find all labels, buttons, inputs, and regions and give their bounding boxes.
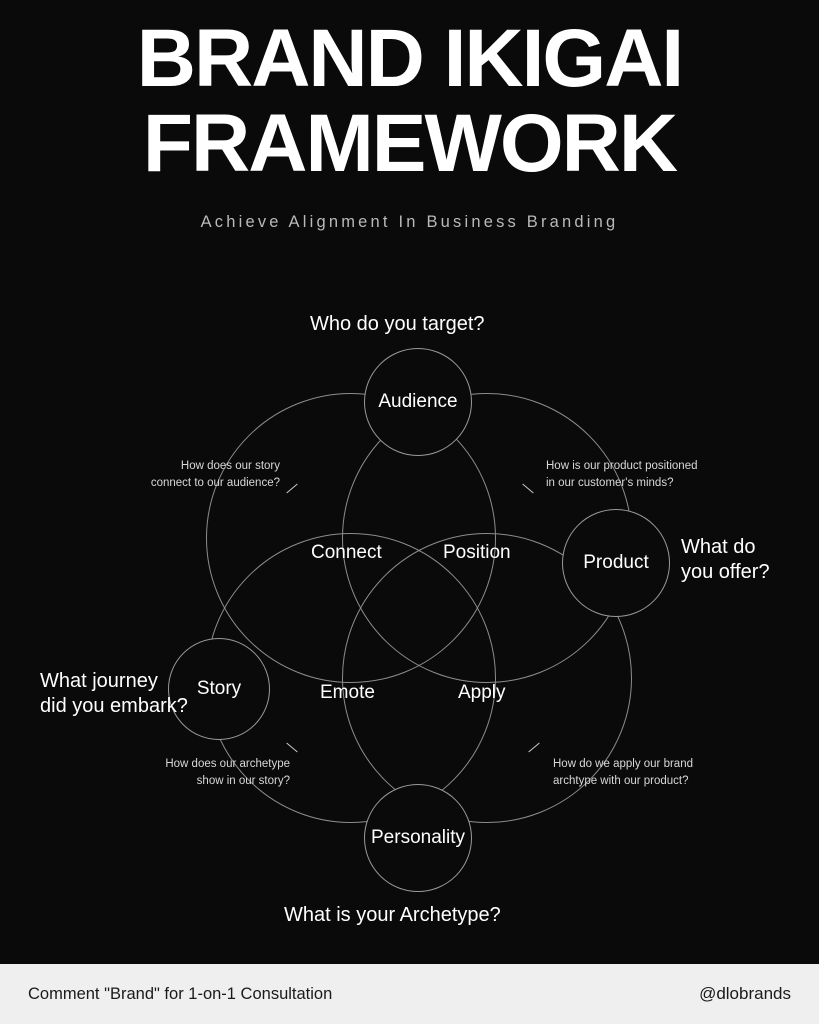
overlap-label-emote: Emote [320, 682, 375, 703]
annotation-top-right [546, 458, 796, 491]
page-subtitle: Achieve Alignment In Business Branding [200, 213, 619, 232]
question-right-line-2: you offer? [681, 561, 770, 583]
annotation-bottom-right-line-1: How do we apply our brand [553, 758, 693, 770]
node-product [562, 509, 670, 617]
node-audience-label: Audience [378, 391, 458, 412]
page-title-line-1: BRAND IKIGAI [136, 13, 683, 104]
overlap-label-apply: Apply [458, 682, 506, 703]
question-left [40, 669, 188, 719]
question-left-line-1: What journey [40, 670, 158, 692]
annotation-bottom-right [553, 756, 803, 789]
annotation-top-left-line-1: How does our story [180, 460, 280, 472]
question-right-line-1: What do [681, 536, 756, 558]
annotation-bottom-right-line-2: archtype with our product? [553, 774, 689, 787]
annotation-top-left-line-2: connect to our audience? [150, 476, 280, 489]
annotation-bottom-left-line-2: show in our story? [196, 774, 290, 787]
footer-handle: @dlobrands [699, 984, 791, 1003]
header [0, 0, 819, 232]
overlap-label-position: Position [443, 542, 511, 563]
ikigai-venn-diagram [0, 290, 819, 950]
annotation-top-right-line-2: in our customer's minds? [546, 476, 674, 489]
question-top: Who do you target? [310, 313, 485, 335]
annotation-top-left [50, 458, 280, 491]
node-personality-label: Personality [371, 827, 465, 848]
node-personality [364, 784, 472, 892]
annotation-top-right-line-1: How is our product positioned [546, 460, 698, 472]
overlap-label-connect: Connect [311, 542, 382, 563]
node-audience [364, 348, 472, 456]
question-right [681, 535, 770, 585]
page-title-line-2: FRAMEWORK [142, 97, 677, 189]
footer-bar [0, 964, 819, 1024]
footer-cta-text: Comment "Brand" for 1-on-1 Consultation [28, 984, 333, 1003]
question-left-line-2: did you embark? [40, 695, 188, 717]
node-story-label: Story [196, 678, 242, 699]
node-product-label: Product [583, 552, 649, 573]
question-bottom: What is your Archetype? [284, 904, 501, 926]
annotation-bottom-left [60, 756, 290, 789]
annotation-bottom-left-line-1: How does our archetype [165, 758, 290, 770]
